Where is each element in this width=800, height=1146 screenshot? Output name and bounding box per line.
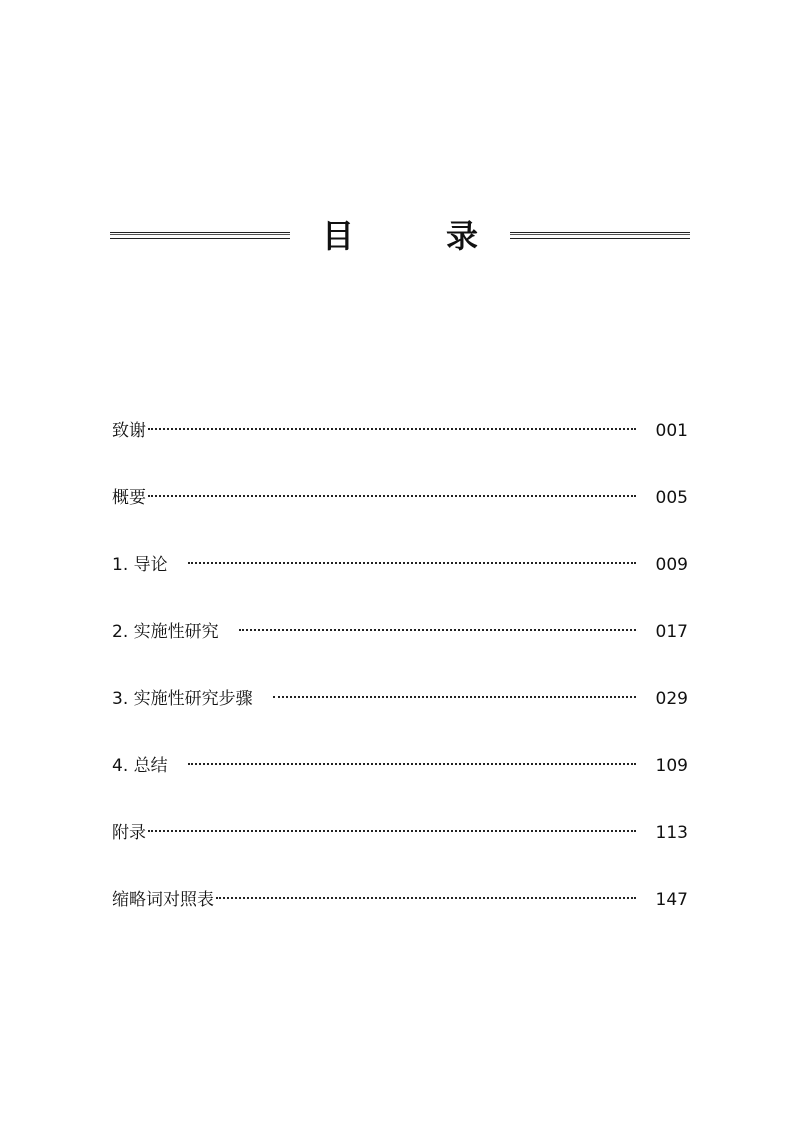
toc-entry-acknowledgements[interactable]	[112, 416, 688, 483]
toc-dot-leader	[188, 763, 636, 765]
toc-dot-leader	[188, 562, 636, 564]
toc-entry-research-steps[interactable]	[112, 684, 688, 751]
toc-dot-leader	[239, 629, 636, 631]
toc-entry-page: 009	[655, 555, 688, 575]
toc-entry-label: 概要	[112, 488, 146, 508]
toc-entry-implementation-research[interactable]	[112, 617, 688, 684]
toc-entry-label: 致谢	[112, 421, 146, 441]
toc-dot-leader	[148, 428, 636, 430]
toc-entry-label: 附录	[112, 823, 146, 843]
toc-entry-page: 147	[655, 890, 688, 910]
toc-dot-leader	[148, 495, 636, 497]
toc-entry-label: 缩略词对照表	[112, 890, 214, 910]
toc-dot-leader	[148, 830, 636, 832]
toc-entry-page: 017	[655, 622, 688, 642]
table-of-contents	[112, 416, 688, 952]
toc-entry-label: 4. 总结	[112, 756, 168, 776]
toc-entry-page: 005	[655, 488, 688, 508]
toc-entry-page: 113	[655, 823, 688, 843]
toc-entry-summary[interactable]	[112, 483, 688, 550]
toc-entry-page: 109	[655, 756, 688, 776]
toc-entry-abbreviations[interactable]	[112, 885, 688, 952]
toc-entry-label: 2. 实施性研究	[112, 622, 219, 642]
toc-dot-leader	[273, 696, 636, 698]
toc-dot-leader	[216, 897, 636, 899]
page-title: 目 录	[321, 217, 508, 255]
title-rule-right	[510, 232, 690, 239]
toc-entry-page: 029	[655, 689, 688, 709]
toc-entry-label: 3. 实施性研究步骤	[112, 689, 253, 709]
toc-entry-introduction[interactable]	[112, 550, 688, 617]
toc-entry-appendix[interactable]	[112, 818, 688, 885]
title-row	[110, 212, 690, 260]
toc-entry-conclusion[interactable]	[112, 751, 688, 818]
toc-entry-label: 1. 导论	[112, 555, 168, 575]
toc-entry-page: 001	[655, 421, 688, 441]
